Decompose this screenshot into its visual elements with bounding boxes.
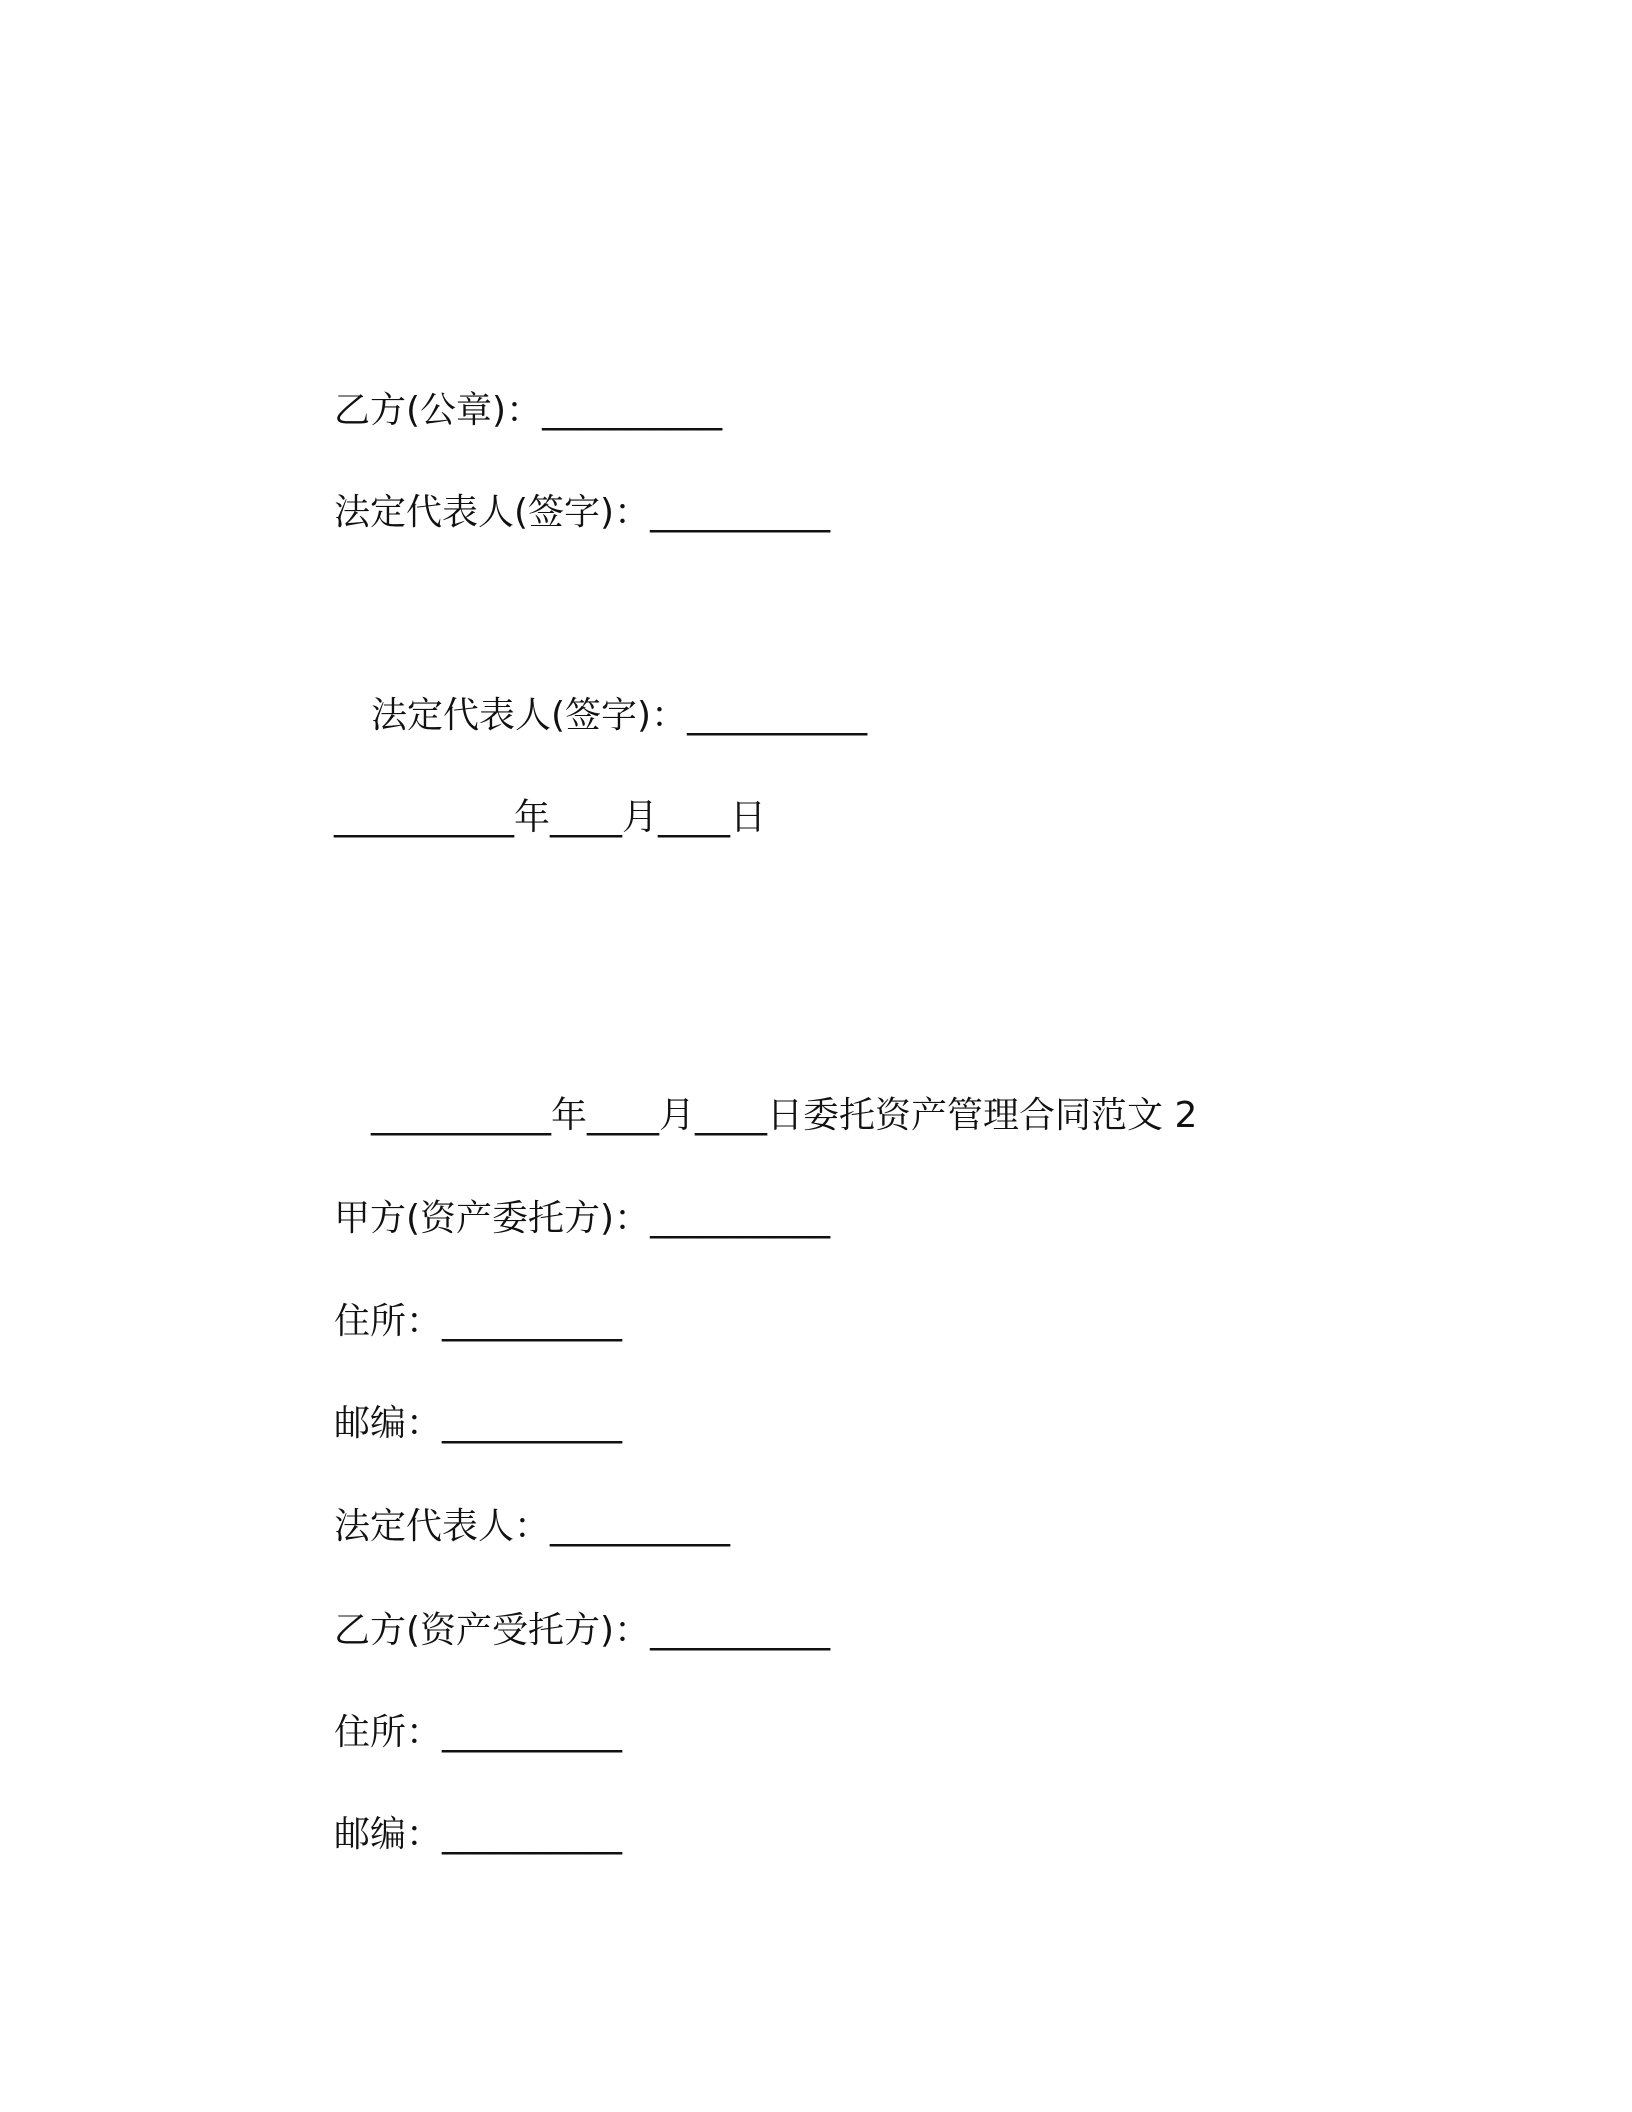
legal-representative-signature-line-2: 法定代表人(签字)：__________ xyxy=(371,695,868,736)
party-a-asset-principal-line: 甲方(资产委托方)：__________ xyxy=(334,1198,831,1239)
party-a-address-line: 住所：__________ xyxy=(334,1301,623,1342)
contract-title-line: __________年____月____日委托资产管理合同范文 2 xyxy=(371,1095,1198,1136)
party-b-postcode-line: 邮编：__________ xyxy=(334,1814,623,1855)
party-a-legal-representative-line: 法定代表人：__________ xyxy=(334,1506,731,1547)
party-b-asset-trustee-line: 乙方(资产受托方)：__________ xyxy=(334,1610,831,1651)
date-line: __________年____月____日 xyxy=(334,797,766,838)
party-b-seal-line: 乙方(公章)：__________ xyxy=(334,390,723,431)
party-b-address-line: 住所：__________ xyxy=(334,1712,623,1753)
legal-representative-signature-line: 法定代表人(签字)：__________ xyxy=(334,492,831,533)
party-a-postcode-line: 邮编：__________ xyxy=(334,1403,623,1444)
